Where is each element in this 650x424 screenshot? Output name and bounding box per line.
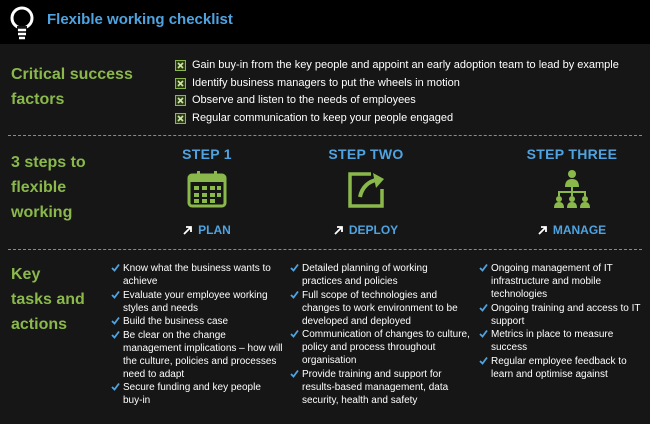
steps-label-line: flexible xyxy=(11,179,67,196)
checkbox-x-icon xyxy=(175,95,186,106)
csf-item xyxy=(175,92,619,110)
checkmark-icon xyxy=(111,316,120,325)
step-deploy xyxy=(296,146,436,237)
checkmark-icon xyxy=(479,303,488,312)
task-item-text: Detailed planning of working practices and policies xyxy=(302,263,428,287)
deploy-task-list xyxy=(290,262,470,407)
arrow-up-right-icon xyxy=(183,225,193,235)
page-title: Flexible working checklist xyxy=(47,11,233,28)
csf-label-line: factors xyxy=(11,91,65,108)
task-item-text: Be clear on the change management implications – how will the culture, policies and processes need to adapt xyxy=(123,329,283,380)
task-item xyxy=(479,262,643,301)
task-item-text: Secure funding and key people buy-in xyxy=(123,382,261,406)
checkmark-icon xyxy=(479,356,488,365)
task-item xyxy=(111,329,283,381)
checkmark-icon xyxy=(290,329,299,338)
task-item xyxy=(290,262,470,288)
header-bar xyxy=(0,0,650,44)
checkbox-x-icon xyxy=(175,60,186,71)
tasks-label-line: Key xyxy=(11,266,41,283)
checkmark-icon xyxy=(290,290,299,299)
csf-section-label xyxy=(11,62,133,112)
step-label-text: DEPLOY xyxy=(348,223,399,237)
tasks-label-line: actions xyxy=(11,316,68,333)
csf-item xyxy=(175,75,619,93)
steps-section-label xyxy=(11,150,86,225)
arrow-up-right-icon xyxy=(538,225,548,235)
checkbox-x-icon xyxy=(175,113,186,124)
plan-task-list xyxy=(111,262,283,408)
csf-item-text: Identify business managers to put the wheels in motion xyxy=(192,76,460,89)
export-arrow-icon xyxy=(345,169,387,209)
step-label xyxy=(137,223,277,237)
step-label xyxy=(502,223,642,237)
csf-item xyxy=(175,57,619,75)
checkmark-icon xyxy=(479,329,488,338)
step-plan xyxy=(137,146,277,237)
steps-label-line: working xyxy=(11,204,73,221)
csf-item xyxy=(175,110,619,128)
csf-label-line: Critical success xyxy=(11,66,133,83)
checkmark-icon xyxy=(111,382,120,391)
task-item-text: Evaluate your employee working styles and needs xyxy=(123,289,268,314)
csf-item-text: Regular communication to keep your people engaged xyxy=(192,111,454,124)
checkbox-x-icon xyxy=(175,78,186,89)
task-item xyxy=(479,328,643,354)
calendar-icon xyxy=(186,169,228,209)
checkmark-icon xyxy=(290,369,299,378)
task-item xyxy=(290,289,470,328)
section-divider xyxy=(8,249,642,250)
checkmark-icon xyxy=(111,290,120,299)
tasks-label-line: tasks and xyxy=(11,291,85,308)
task-item xyxy=(290,328,470,367)
step-label xyxy=(296,223,436,237)
step-title: STEP THREE xyxy=(526,146,618,162)
csf-item-text: Observe and listen to the needs of employees xyxy=(192,94,416,106)
org-chart-icon xyxy=(551,169,593,209)
task-item-text: Ongoing management of IT infrastructure and mobile technologies xyxy=(491,263,613,300)
lightbulb-icon xyxy=(8,4,36,42)
task-item-text: Know what the business wants to achieve xyxy=(123,263,271,287)
task-item-text: Build the business case xyxy=(123,316,229,327)
task-item xyxy=(479,302,643,328)
checkmark-icon xyxy=(290,263,299,272)
task-item xyxy=(111,381,283,407)
step-label-text: PLAN xyxy=(198,223,231,237)
step-title: STEP 1 xyxy=(182,146,232,162)
task-item-text: Ongoing training and access to IT support xyxy=(491,302,641,327)
step-manage xyxy=(502,146,642,237)
task-item-text: Communication of changes to culture, policy and process throughout organisation xyxy=(302,329,470,366)
task-item-text: Metrics in place to measure success xyxy=(491,329,614,353)
step-label-text: MANAGE xyxy=(552,223,607,237)
tasks-section-label xyxy=(11,262,85,337)
task-item-text: Regular employee feedback to learn and optimise against xyxy=(491,355,627,380)
step-title: STEP TWO xyxy=(328,146,404,162)
task-item-text: Provide training and support for results-based management, data security, health and safety xyxy=(302,368,449,406)
csf-item-text: Gain buy-in from the key people and appoint an early adoption team to lead by example xyxy=(192,59,619,71)
task-item xyxy=(111,315,283,328)
task-item xyxy=(290,368,470,407)
csf-list xyxy=(175,57,619,127)
checkmark-icon xyxy=(111,263,120,272)
steps-label-line: 3 steps to xyxy=(11,154,86,171)
task-item xyxy=(111,289,283,315)
arrow-up-right-icon xyxy=(334,225,344,235)
task-item-text: Full scope of technologies and changes to work environment to be developed and deployed xyxy=(302,289,458,327)
checkmark-icon xyxy=(479,263,488,272)
task-item xyxy=(479,355,643,381)
manage-task-list xyxy=(479,262,643,381)
section-divider xyxy=(8,135,642,136)
checkmark-icon xyxy=(111,330,120,339)
task-item xyxy=(111,262,283,288)
